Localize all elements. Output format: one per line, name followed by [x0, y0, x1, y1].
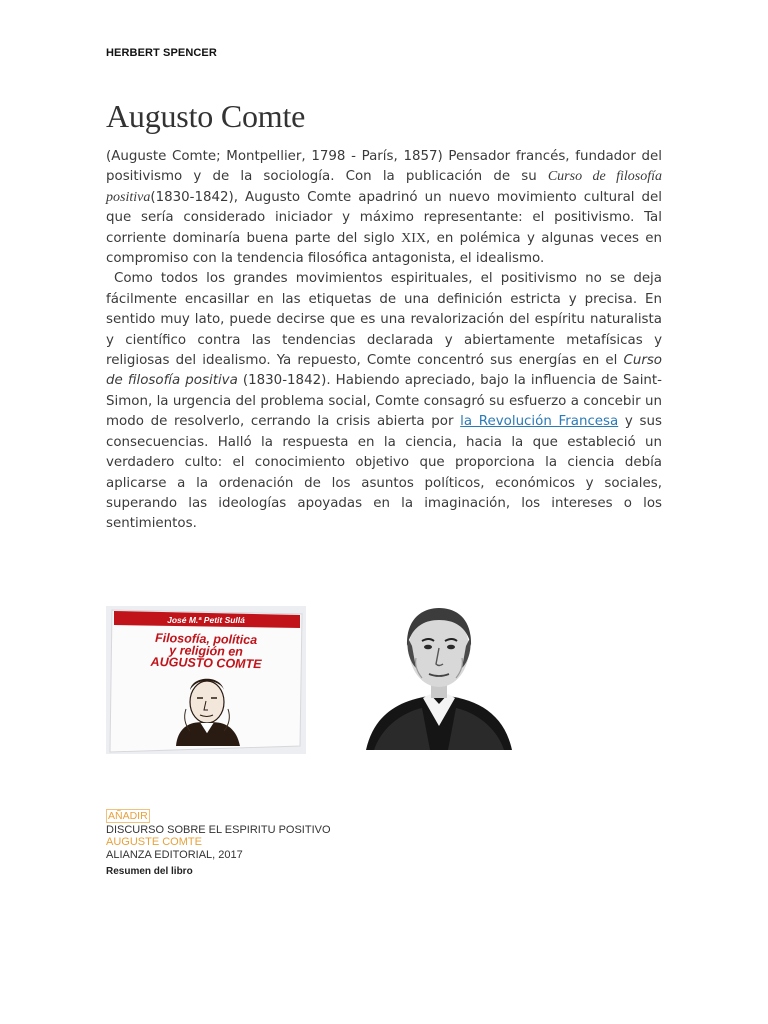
book-title-italic: Curso de filosofía positiva: [106, 353, 662, 389]
paragraph-text: Como todos los grandes movimientos espirituales, el positivismo no se deja fácilmente encasillar en las etiquetas de una definición estricta y precisa. En sentido muy lato, puede decirse que es una revalorización del espíritu naturalista y científico contra las tendencias declarada y abiertamente metafísicas y religiosas del idealismo. Ya repuesto, Comte concentró sus energías en el: [106, 271, 662, 369]
book-author-link[interactable]: AUGUSTE COMTE: [106, 836, 202, 848]
cover-author: José M.ª Petit Sullá: [167, 615, 245, 625]
revolucion-francesa-link[interactable]: la Revolución Francesa: [460, 414, 619, 430]
paragraph-text: y sus consecuencias. Halló la respuesta en la ciencia, hacia la que estableció un verdadero culto: el conocimiento objetivo que proporciona la ciencia debía aplicarse a la ordenación de los asuntos políticos, económicos y sociales, superando las ideologías apoyadas en la imaginación, los intereses o los sentimientos.: [106, 414, 662, 532]
paragraph-text: (Auguste Comte; Montpellier, 1798 - París, 1857) Pensador francés, fundador del positivismo y de la sociología. Con la publicación de su: [106, 149, 662, 185]
cover-title-line-2: y religión en: [169, 643, 244, 659]
cover-title-line-1: Filosofía, política: [154, 630, 258, 648]
article-body: [106, 147, 662, 535]
paragraph-text: , en polémica y algunas veces en compromiso con la tendencia filosófica antagonista, el idealismo.: [106, 230, 662, 267]
comte-portrait-image: [360, 594, 518, 750]
paragraph-2: [106, 269, 662, 534]
paragraph-1: [106, 147, 662, 269]
paragraph-text: (1830-1842), Augusto Comte apadrinó un nuevo movimiento cultural del que sería considerado iniciador y máximo representante: el positivismo. Tal corriente dominaría buena parte del siglo: [106, 189, 662, 246]
section-header: HERBERT SPENCER: [106, 47, 217, 59]
paragraph-text: (1830-1842). Habiendo apreciado, bajo la influencia de Saint-Simon, la urgencia del problema social, Comte consagró su esfuerzo a concebir un modo de resolverlo, cerrando la crisis abierta por: [106, 373, 662, 430]
cover-title-line-3: AUGUSTO COMTE: [150, 654, 262, 672]
add-button[interactable]: AÑADIR: [108, 810, 148, 822]
book-publisher: ALIANZA EDITORIAL, 2017: [106, 849, 243, 861]
book-cover-image: [106, 606, 306, 754]
page-title: Augusto Comte: [106, 98, 306, 134]
book-title-italic: Curso de filosofía positiva: [106, 169, 662, 205]
century-numeral: XIX: [401, 230, 426, 246]
book-summary-label: Resumen del libro: [106, 866, 193, 877]
book-title: DISCURSO SOBRE EL ESPIRITU POSITIVO: [106, 824, 331, 836]
